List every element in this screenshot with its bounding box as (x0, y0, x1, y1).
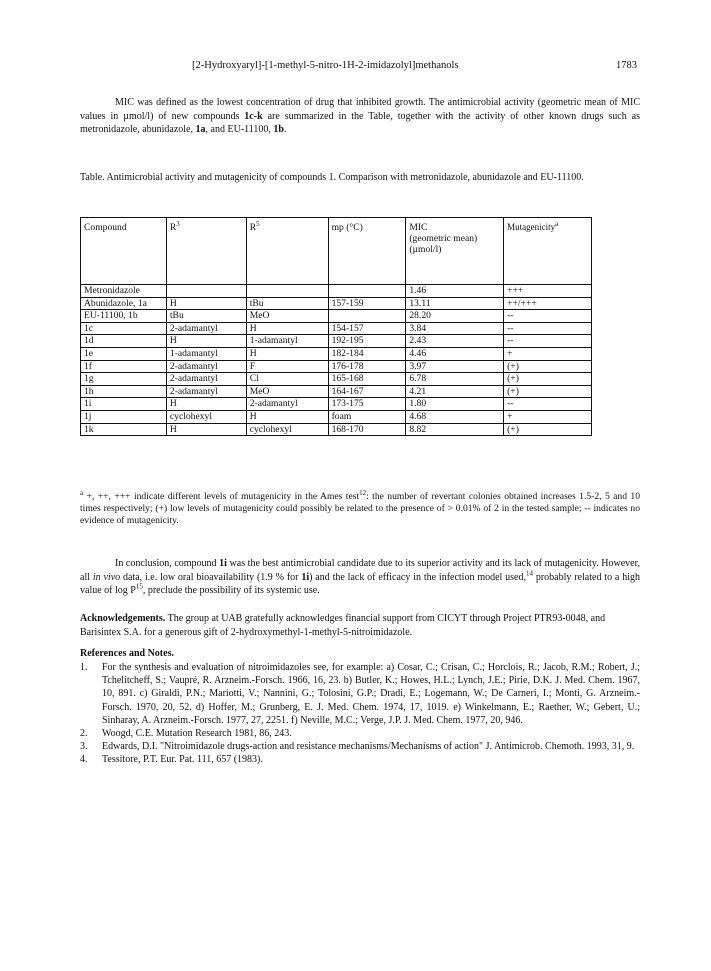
cell-mic: 3.84 (406, 322, 504, 335)
reference-number: 1. (80, 662, 88, 673)
reference-number: 2. (80, 728, 88, 740)
cell-r5: 1-adamantyl (246, 335, 328, 348)
cell-compound: 1i (81, 398, 167, 411)
table-row (81, 373, 592, 386)
cell-mp: 154-157 (328, 322, 406, 335)
intro-bold-1a: 1a (195, 124, 206, 136)
cell-r3: tBu (166, 310, 246, 323)
cell-r5: cyclohexyl (246, 423, 328, 436)
cell-mut: ++/+++ (504, 297, 592, 310)
cell-r5: 2-adamantyl (246, 398, 328, 411)
cell-r3 (166, 285, 246, 298)
cell-mp: 164-167 (328, 385, 406, 398)
cell-mut: (+) (504, 423, 592, 436)
header-compound: Compound (81, 218, 167, 285)
cell-compound: 1g (81, 373, 167, 386)
header-r3: $R^3$ (166, 218, 246, 285)
cell-r3: cyclohexyl (166, 410, 246, 423)
cell-mic: 6.78 (406, 373, 504, 386)
table-footnote: $^a$ +, ++, +++ indicate different levels of mutagenicity in the Ames test$^{12}$: the number of revertant colonies obtained increases 1.5-2, 5 and 10 times respectively; (+) low levels of mutagenicity could possibly be related to the presence of > 0.01% of 2 in the tested sample; -- indicates no evidence of mutagenicity. (80, 488, 640, 526)
table-caption: Table. Antimicrobial activity and mutagenicity of compounds 1. Comparison with metronidazole, abunidazole and EU-11100. (80, 172, 584, 183)
cell-mut: -- (504, 398, 592, 411)
cell-compound: 1f (81, 360, 167, 373)
cell-r3: 2-adamantyl (166, 385, 246, 398)
table-row (81, 385, 592, 398)
cell-compound: 1k (81, 423, 167, 436)
table-row (81, 410, 592, 423)
footnote-mark: a (80, 488, 84, 497)
reference-text: For the synthesis and evaluation of nitroimidazoles see, for example: a) Cosar, C.; Crisan, C.; Horclois, R.; Jacob, R.M.; Robert, J.; Tchelitcheff, S.; Vaupré, R. Arzneim.-Forsch. 1966, 16, 23. b) Butler, K.; Howes, H.L.; Lynch, J.E.; Pirie, D.K. J. Med. Chem. 1967, 10, 891. c) Giraldi, P.N.; Mariotti, V.; Nannini, G.; Tolosini, G.P.; Dradi, E.; Logemann, W.; De Carneri, I.; Monti, G. Arzneim.-Forsch. 1970, 20, 52. d) Hoffer, M.; Grunberg, E. J. Med. Chem. 1974, 17, 1019. e) Winkelmann, E.; Raether, W.; Gebert, U.; Sinharay, A. Arzneim.-Forsch. 1977, 27, 2251. f) Neville, M.C.; Verge, J.P. J. Med. Chem. 1977, 20, 946. (102, 662, 640, 726)
cell-mut: +++ (504, 285, 592, 298)
reference-number: 3. (80, 741, 88, 753)
cell-compound: Abunidazole, 1a (81, 297, 167, 310)
table-row (81, 335, 592, 348)
reference-text: Edwards, D.I. "Nitroimidazole drugs-action and resistance mechanisms/Mechanisms of action" J. Antimicrob. Chemoth. 1993, 31, 9. (102, 741, 635, 753)
cell-mp: 168-170 (328, 423, 406, 436)
cell-compound: Metronidazole (81, 285, 167, 298)
cell-mic: 28.20 (406, 310, 504, 323)
cell-mic: 2.43 (406, 335, 504, 348)
conclusion-paragraph: In conclusion, compound 1i was the best antimicrobial candidate due to its superior activity and its lack of mutagenicity. However, all in vivo data, i.e. low oral bioavailability (1.9 % for 1i) and the lack of efficacy in the infection model used,$^{14}$ probably related to a high value of $\log P^{15}$, preclude the possibility of its systemic use. (80, 558, 641, 597)
cell-mic: 13.11 (406, 297, 504, 310)
ack-label: Acknowledgements. (80, 613, 166, 624)
cell-mp: 173-175 (328, 398, 406, 411)
cell-mp: foam (328, 410, 406, 423)
cell-mp: 165-168 (328, 373, 406, 386)
cell-compound: 1j (81, 410, 167, 423)
table-row (81, 310, 592, 323)
table-row (81, 360, 592, 373)
cell-mut: + (504, 410, 592, 423)
footnote-ref: 12 (359, 488, 367, 497)
header-mp: mp (°C) (328, 218, 406, 285)
intro-text: MIC was defined as the lowest concentration of drug that inhibited growth. The antimicrobial activity (geometric mean of MIC values in µmol/l) of new compounds (80, 97, 640, 122)
table-body (81, 285, 592, 436)
cell-compound: 1h (81, 385, 167, 398)
cell-r3: 2-adamantyl (166, 322, 246, 335)
header-r5: $R^5$ (246, 218, 328, 285)
cell-r5: tBu (246, 297, 328, 310)
cell-mic: 4.68 (406, 410, 504, 423)
reference-number: 4. (80, 754, 88, 766)
reference-item (80, 753, 640, 766)
cell-r3: H (166, 423, 246, 436)
cell-r5: H (246, 347, 328, 360)
table-header-row (81, 218, 592, 285)
cell-mp: 176-178 (328, 360, 406, 373)
table-row (81, 347, 592, 360)
cell-r3: 2-adamantyl (166, 360, 246, 373)
cell-mut: (+) (504, 373, 592, 386)
cell-mic: 4.21 (406, 385, 504, 398)
header-mic: MIC (geometric mean) (µmol/l) (406, 218, 504, 285)
cell-mut: -- (504, 322, 592, 335)
cell-mp (328, 285, 406, 298)
cell-r3: 1-adamantyl (166, 347, 246, 360)
cell-r5 (246, 285, 328, 298)
cell-r3: 2-adamantyl (166, 373, 246, 386)
cell-mic: 1.46 (406, 285, 504, 298)
intro-bold-1b: 1b (273, 124, 284, 136)
table-row (81, 297, 592, 310)
reference-item (80, 727, 640, 740)
cell-mut: + (504, 347, 592, 360)
header-mutagenicity: Mutagenicity$^a$ (504, 218, 592, 285)
cell-mut: (+) (504, 385, 592, 398)
cell-compound: 1d (81, 335, 167, 348)
cell-mp (328, 310, 406, 323)
cell-r3: H (166, 335, 246, 348)
cell-compound: 1c (81, 322, 167, 335)
cell-r5: Cl (246, 373, 328, 386)
cell-compound: EU-11100, 1b (81, 310, 167, 323)
cell-mic: 3.97 (406, 360, 504, 373)
cell-mp: 192-195 (328, 335, 406, 348)
cell-r5: H (246, 410, 328, 423)
cell-mic: 8.82 (406, 423, 504, 436)
cell-r3: H (166, 297, 246, 310)
cell-mic: 1.80 (406, 398, 504, 411)
page-number: 1783 (616, 60, 637, 71)
cell-mut: -- (504, 335, 592, 348)
intro-text: are summarized in the Table, together with the activity of other known drugs such as metronidazole, abunidazole, (80, 110, 640, 136)
references-list (80, 661, 640, 767)
cell-r5: MeO (246, 310, 328, 323)
cell-r5: H (246, 322, 328, 335)
results-table (80, 217, 592, 436)
acknowledgements: Acknowledgements. The group at UAB gratefully acknowledges financial support from CICYT through Project PTR93-0048, and Barisintex S.A. for a generous gift of 2-hydroxymethyl-1-methyl-5-nitroimidazole. (80, 613, 606, 638)
references-heading: References and Notes. (80, 648, 174, 659)
intro-paragraph (80, 96, 640, 137)
table-row (81, 322, 592, 335)
cell-r5: MeO (246, 385, 328, 398)
intro-text: , and EU-11100, (205, 124, 274, 136)
cell-mp: 157-159 (328, 297, 406, 310)
cell-r5: F (246, 360, 328, 373)
cell-mp: 182-184 (328, 347, 406, 360)
reference-item (80, 740, 640, 753)
intro-text: . (283, 124, 287, 136)
table-row (81, 423, 592, 436)
intro-bold-compounds: 1c-k (244, 110, 263, 122)
running-title: [2-Hydroxyaryl]-[1-methyl-5-nitro-1H-2-imidazolyl]methanols (192, 60, 459, 71)
reference-text: Woogd, C.E. Mutation Research 1981, 86, 243. (102, 728, 292, 740)
cell-compound: 1e (81, 347, 167, 360)
reference-text: Tessitore, P.T. Eur. Pat. 111, 657 (1983). (102, 754, 263, 766)
cell-mic: 4.46 (406, 347, 504, 360)
table-row (81, 398, 592, 411)
cell-r3: H (166, 398, 246, 411)
cell-mut: (+) (504, 360, 592, 373)
cell-mut: -- (504, 310, 592, 323)
table-row (81, 285, 592, 298)
reference-item (80, 661, 640, 727)
